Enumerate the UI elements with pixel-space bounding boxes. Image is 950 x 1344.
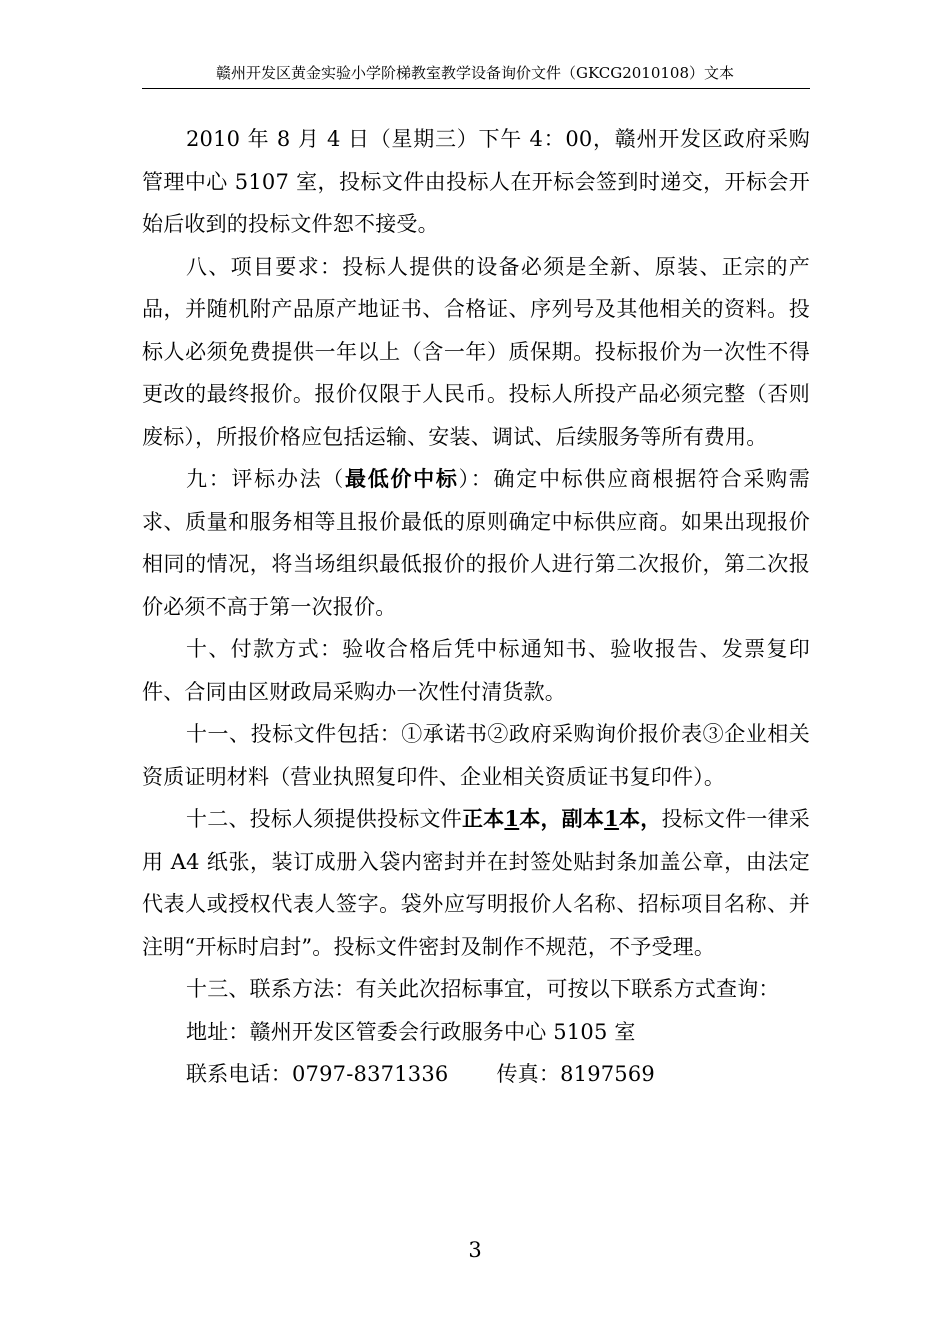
copy-count: 1 [604, 806, 619, 831]
phone-number: 联系电话：0797-8371336 [186, 1062, 449, 1086]
original-count: 1 [504, 806, 520, 831]
copy-suffix: 本， [618, 806, 662, 831]
page-number: 3 [468, 1238, 482, 1262]
copies-rest: 投标文件一律采用 A4 纸张，装订成册入袋内密封并在封签处贴封条加盖公章，由法定代表人或授权代表人签字。袋外应写明报价人名称、招标项目名称、并注明“开标时启封”。投标文件密封及制作不规范，不予受理。 [142, 807, 810, 959]
fax-number: 传真：8197569 [496, 1062, 655, 1086]
evaluation-rest: ）：确定中标供应商根据符合采购需求、质量和服务相等且报价最低的原则确定中标供应商。如果出现报价相同的情况，将当场组织最低报价的报价人进行第二次报价，第二次报价必须不高于第一次报价。 [142, 467, 811, 619]
copies-prefix: 十二、投标人须提供投标文件 [186, 807, 462, 831]
copy-label: 本，副本 [519, 806, 605, 831]
evaluation-prefix: 九：评标办法（ [186, 467, 346, 491]
evaluation-method-bold: 最低价中标 [345, 466, 459, 491]
paragraph-bid-copies [142, 798, 810, 968]
paragraph-phone-fax [142, 1053, 810, 1096]
paragraph-contact: 十三、联系方法：有关此次招标事宜，可按以下联系方式查询： [186, 977, 780, 1001]
paragraph-bid-submission: 2010 年 8 月 4 日（星期三）下午 4：00，赣州开发区政府采购管理中心 5107 室，投标文件由投标人在开标会签到时递交，开标会开始后收到的投标文件恕不接受。 [142, 127, 810, 236]
running-header: 赣州开发区黄金实验小学阶梯教室教学设备询价文件（GKCG2010108）文本 [215, 64, 735, 82]
original-label: 正本 [461, 806, 505, 831]
paragraph-project-requirements: 八、项目要求：投标人提供的设备必须是全新、原装、正宗的产品，并随机附产品原产地证书、合格证、序列号及其他相关的资料。投标人必须免费提供一年以上（含一年）质保期。投标报价为一次性不得更改的最终报价。报价仅限于人民币。投标人所投产品必须完整（否则废标），所报价格应包括运输、安装、调试、后续服务等所有费用。 [142, 254, 810, 449]
document-body [142, 118, 810, 1096]
header-rule [142, 88, 810, 89]
paragraph-payment-method: 十、付款方式：验收合格后凭中标通知书、验收报告、发票复印件、合同由区财政局采购办一次性付清货款。 [142, 637, 810, 704]
paragraph-bid-documents: 十一、投标文件包括：①承诺书②政府采购询价报价表③企业相关资质证明材料（营业执照复印件、企业相关资质证书复印件）。 [142, 722, 810, 789]
paragraph-evaluation-method [142, 458, 810, 628]
paragraph-address: 地址：赣州开发区管委会行政服务中心 5105 室 [186, 1019, 636, 1044]
